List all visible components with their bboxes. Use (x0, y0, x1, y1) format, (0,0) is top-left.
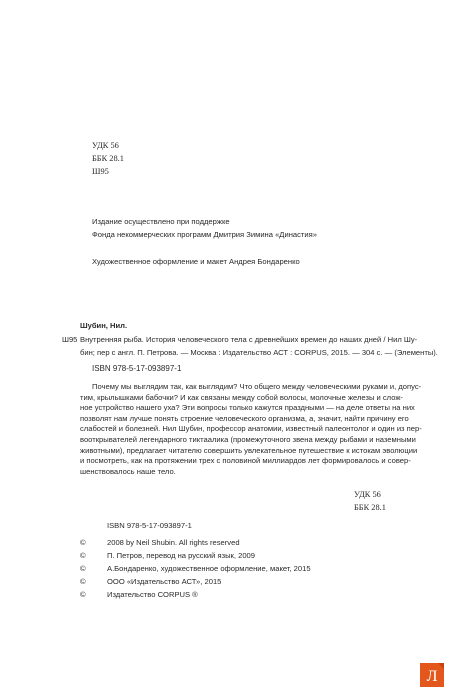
catalog-line-1: Внутренняя рыба. История человеческого тела с древнейших времен до наших дней / Нил Шу- (80, 335, 418, 344)
annotation-line: слабостей и болезней. Нил Шубин, профессор анатомии, известный палеонтолог и один из пер- (80, 424, 422, 434)
copyright-line: А.Бондаренко, художественное оформление, макет, 2015 (107, 564, 311, 573)
copyright-symbol: © (80, 564, 86, 573)
isbn: ISBN 978-5-17-093897-1 (107, 521, 192, 530)
annotation-line: и посмотреть, как на протяжении трех с половиной миллиардов лет формировалось и совер- (80, 456, 411, 466)
annotation-line: животными), предлагает читателю совершить увлекательное путешествие к истокам эволюции (80, 445, 418, 455)
copyright-symbol: © (80, 551, 86, 560)
support-line-1: Издание осуществлено при поддержке (92, 217, 230, 226)
copyright-line: П. Петров, перевод на русский язык, 2009 (107, 551, 255, 560)
annotation-line: тим, крылышками бабочки? И как связаны между собой волосы, молочные железы и слож- (80, 392, 403, 402)
logo-letter: Л (426, 668, 438, 685)
bbk-top: ББК 28.1 (92, 154, 124, 163)
udk-top: УДК 56 (92, 141, 119, 150)
catalog-code: Ш95 (62, 335, 78, 344)
bbk-bottom: ББК 28.1 (354, 503, 386, 512)
annotation (80, 382, 422, 477)
support-line-2: Фонда некоммерческих программ Дмитрия Зимина «Династия» (92, 230, 317, 239)
annotation-line: позволят нам лучше понять строение человеческого организма, а, значит, найти причину его (80, 413, 409, 423)
annotation-line: ное устройство нашего уха? Эти вопросы только кажутся праздными — на деле ответы на них (80, 403, 415, 413)
copyright-line: Издательство CORPUS ® (107, 590, 198, 599)
catalog-isbn: ISBN 978-5-17-093897-1 (92, 364, 182, 373)
copyright-symbol: © (80, 577, 86, 586)
publisher-logo-icon (420, 663, 444, 687)
copyright-symbol: © (80, 538, 86, 547)
annotation-line: Почему мы выглядим так, как выглядим? Что общего между человеческими руками и, допус- (92, 382, 422, 391)
annotation-line: шенствовалось наше тело. (80, 466, 176, 476)
design-credit: Художественное оформление и макет Андрея Бондаренко (92, 257, 300, 266)
catalog-author: Шубин, Нил. (80, 321, 128, 330)
copyright-symbol: © (80, 590, 86, 599)
copyright-line: 2008 by Neil Shubin. All rights reserved (107, 538, 240, 547)
author-code-top: Ш95 (92, 167, 109, 176)
catalog-line-2: бин; пер с англ. П. Петрова. — Москва : Издательство АСТ : CORPUS, 2015. — 304 с. — (Элементы). (80, 348, 438, 357)
copyright-line: ООО «Издательство АСТ», 2015 (107, 577, 222, 586)
udk-bottom: УДК 56 (354, 490, 381, 499)
annotation-line: вооткрывателей легендарного тиктаалика (промежуточного звена между рыбами и наземными (80, 434, 416, 444)
